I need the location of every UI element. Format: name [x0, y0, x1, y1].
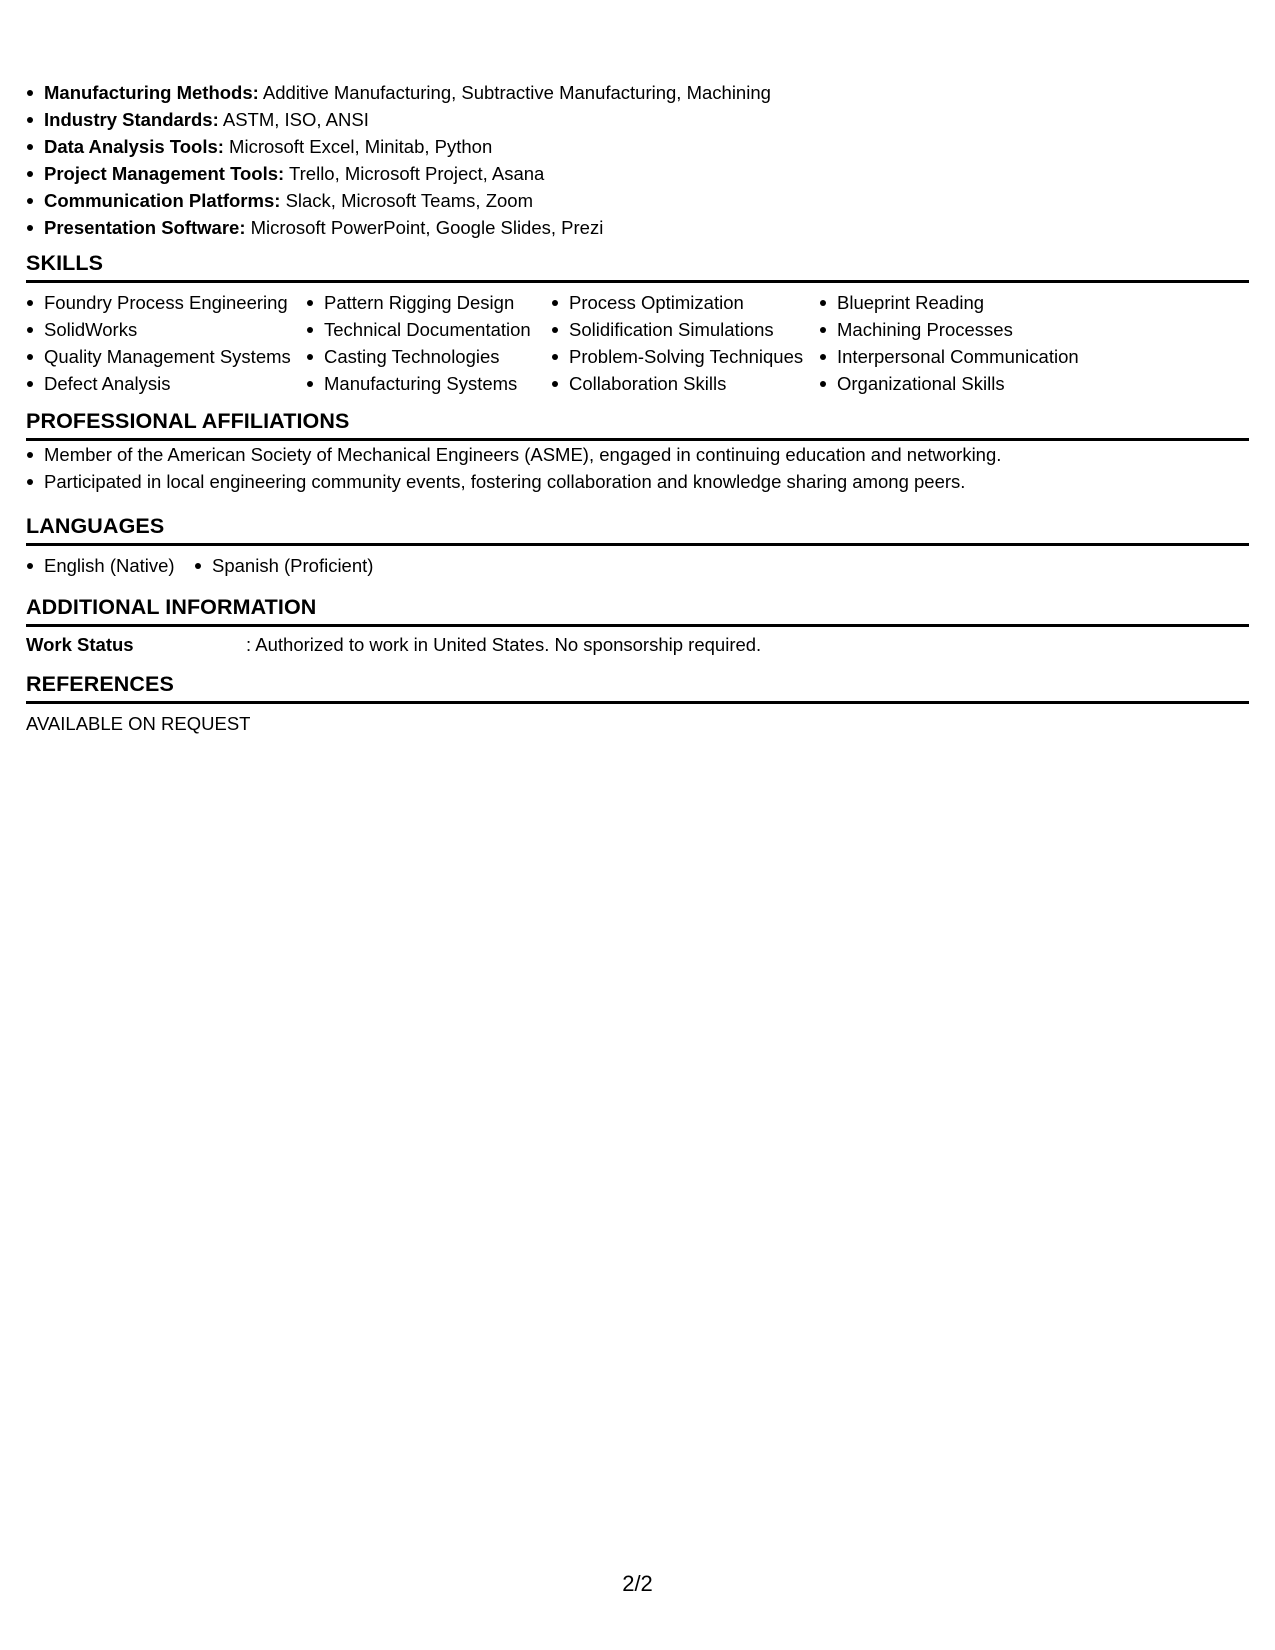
skills-column-4: [819, 289, 1079, 397]
item-label: Communication Platforms:: [44, 190, 281, 211]
list-item: [26, 106, 771, 133]
item-label: Industry Standards:: [44, 109, 219, 130]
list-item: Participated in local engineering community events, fostering collaboration and knowledge sharing among peers.: [26, 468, 1249, 495]
item-value: ASTM, ISO, ANSI: [222, 109, 369, 130]
section-title-affiliations: PROFESSIONAL AFFILIATIONS: [26, 408, 1249, 441]
work-status-value: : Authorized to work in United States. No sponsorship required.: [246, 634, 762, 655]
skill-item: Collaboration Skills: [551, 370, 803, 397]
list-item: [26, 160, 771, 187]
skill-item: Manufacturing Systems: [306, 370, 531, 397]
skill-item: Process Optimization: [551, 289, 803, 316]
list-item: [26, 79, 771, 106]
skill-item: Interpersonal Communication: [819, 343, 1079, 370]
item-value: Slack, Microsoft Teams, Zoom: [285, 190, 533, 211]
work-status-row: [26, 631, 1249, 658]
work-status-label: Work Status: [26, 634, 134, 655]
list-item: Member of the American Society of Mechanical Engineers (ASME), engaged in continuing education and networking.: [26, 441, 1249, 468]
language-item: English (Native): [26, 552, 175, 579]
item-value: Additive Manufacturing, Subtractive Manufacturing, Machining: [262, 82, 771, 103]
skill-item: Pattern Rigging Design: [306, 289, 531, 316]
affiliations-section: [26, 408, 1249, 495]
additional-info-section: [26, 594, 1249, 658]
item-label: Project Management Tools:: [44, 163, 285, 184]
item-value: Microsoft Excel, Minitab, Python: [229, 136, 493, 157]
references-text: AVAILABLE ON REQUEST: [26, 713, 251, 734]
section-title-languages: LANGUAGES: [26, 513, 1249, 546]
skills-grid: [26, 289, 1249, 399]
languages-row: [26, 552, 1249, 582]
skill-item: Quality Management Systems: [26, 343, 291, 370]
references-section: [26, 671, 1249, 737]
skill-item: SolidWorks: [26, 316, 291, 343]
language-list-2: [194, 552, 373, 579]
item-value: Microsoft PowerPoint, Google Slides, Prezi: [250, 217, 604, 238]
technical-skills-list: [26, 79, 771, 241]
skills-column-3: [551, 289, 803, 397]
affiliations-list: [26, 441, 1249, 495]
skill-item: Problem-Solving Techniques: [551, 343, 803, 370]
skill-item: Organizational Skills: [819, 370, 1079, 397]
list-item: [26, 133, 771, 160]
list-item: [26, 187, 771, 214]
skill-item: Blueprint Reading: [819, 289, 1079, 316]
skill-item: Solidification Simulations: [551, 316, 803, 343]
item-label: Presentation Software:: [44, 217, 246, 238]
skills-section: [26, 250, 1249, 399]
skill-item: Technical Documentation: [306, 316, 531, 343]
skill-item: Casting Technologies: [306, 343, 531, 370]
languages-section: [26, 513, 1249, 582]
language-list-1: [26, 552, 175, 579]
skill-item: Machining Processes: [819, 316, 1079, 343]
section-title-additional-info: ADDITIONAL INFORMATION: [26, 594, 1249, 627]
skills-column-1: [26, 289, 291, 397]
item-label: Data Analysis Tools:: [44, 136, 224, 157]
item-value: Trello, Microsoft Project, Asana: [289, 163, 545, 184]
section-title-skills: SKILLS: [26, 250, 1249, 283]
list-item: [26, 214, 771, 241]
section-title-references: REFERENCES: [26, 671, 1249, 704]
item-label: Manufacturing Methods:: [44, 82, 259, 103]
language-item: Spanish (Proficient): [194, 552, 373, 579]
skills-column-2: [306, 289, 531, 397]
page-number: 2/2: [622, 1571, 653, 1596]
skill-item: Foundry Process Engineering: [26, 289, 291, 316]
skill-item: Defect Analysis: [26, 370, 291, 397]
